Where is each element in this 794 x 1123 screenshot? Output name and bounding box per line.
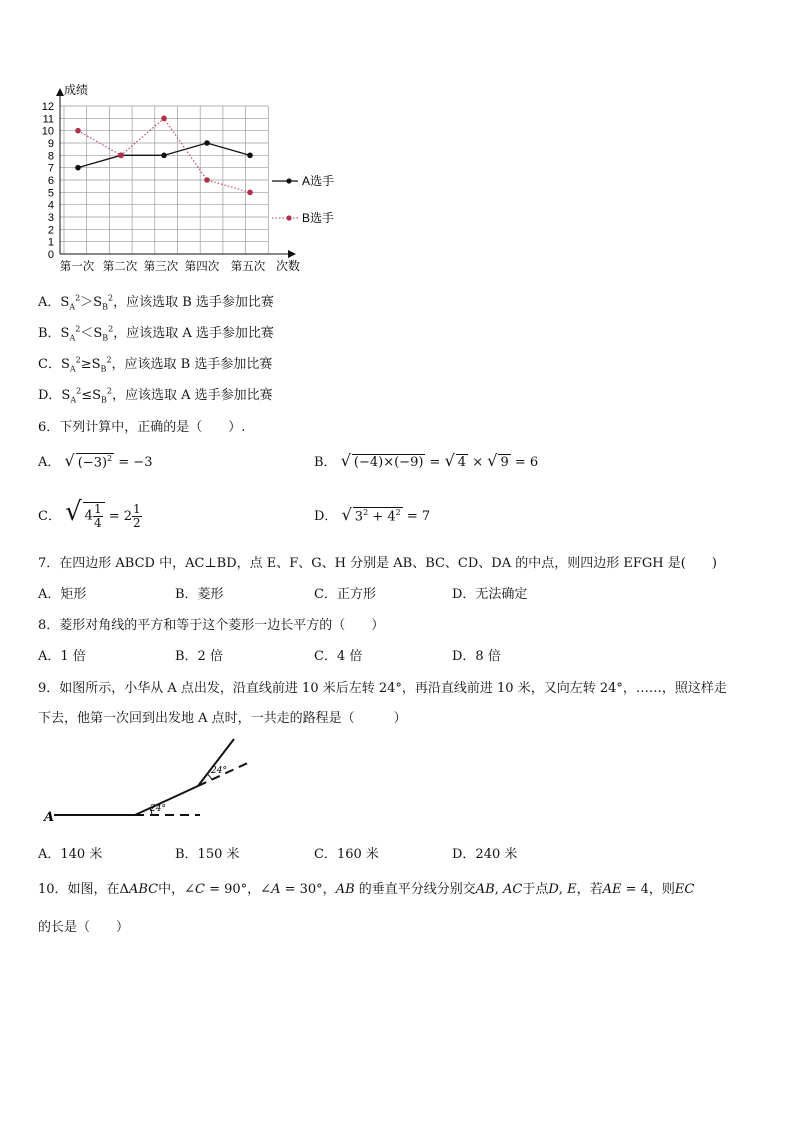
y-tick-label: 2 [47,224,54,237]
q6-stem: 6．下列计算中，正确的是（ ）. [38,420,246,435]
q9-option-c: C．160 米 [314,847,379,862]
q5-option-c: C．$S_A^2\ge S_B^2$，应该选取 B 选手参加比赛 [38,355,273,374]
q5-option-a: A．$S_A^2>S_B^2$，应该选取 B 选手参加比赛 [38,293,274,312]
y-tick-label: 5 [47,187,54,200]
data-point-a [247,153,253,159]
q5-option-d: D．$S_A^2\le S_B^2$，应该选取 A 选手参加比赛 [38,386,273,405]
path-segment-3 [198,739,234,786]
q9-option-d: D．240 米 [452,847,518,862]
data-point-b [118,153,124,159]
y-tick-label: 3 [47,212,54,224]
q6-option-b: B． √ (−4)×(−9) = √ 4 × √ 9 = 6 [314,451,539,470]
y-tick-label: 6 [47,175,54,187]
data-point-a [204,140,210,146]
q7-option-a: A．矩形 [38,587,87,602]
y-tick-label: 0 [47,249,54,261]
x-tick-label: 第四次 [184,261,220,273]
y-tick-label: 10 [41,125,54,138]
x-tick-label: 第三次 [143,261,179,273]
q7-option-d: D．无法确定 [452,587,528,602]
y-tick-label: 7 [47,162,54,175]
q8-option-d: D．8 倍 [452,649,501,664]
q9-stem-line1: 9．如图所示，小华从 A 点出发，沿直线前进 10 米后左转 24°，再沿直线前进 10 米，又向左转 24°，……，照这样走 [38,681,727,696]
legend-label-a: A选手 [302,174,335,188]
y-tick-label: 1 [47,236,54,249]
angle-label-1: 24° [150,804,166,814]
q9-option-a: A．140 米 [38,847,103,862]
chart-axes [56,88,296,258]
q9-path-figure [40,733,270,828]
q6-option-c: C． √ 4 $\frac{1}{4}$ = 2 $\frac{1}{2}$ [38,497,141,530]
x-axis-title: 次数 [276,259,301,273]
data-point-b [247,190,253,196]
y-tick-label: 8 [47,150,54,163]
point-a-label: A [44,810,55,825]
q7-stem: 7．在四边形 ABCD 中，AC⊥BD，点 E、F、G、H 分别是 AB、BC、CD、DA 的中点，则四边形 EFGH 是( ) [38,556,717,571]
data-point-b [75,128,81,134]
q8-option-b: B．2 倍 [175,649,223,664]
chart-legend [272,173,334,225]
q6-option-d: D． √ $3^2 + 4^2 = 7$ [314,505,431,524]
y-axis-title: 成绩 [64,83,89,97]
y-tick-label: 9 [47,138,54,150]
q10-stem-line2: 的长是（ ） [38,920,130,935]
q10-stem-line1: 10．如图，在ΔABC中，∠C = 90°，∠A = 30°，AB 的垂直平分线分别交AB, AC于点D, E，若AE = 4，则EC [38,882,695,897]
x-tick-label: 第一次 [59,261,95,273]
y-tick-label: 11 [42,113,54,126]
q8-stem: 8．菱形对角线的平方和等于这个菱形一边长平方的（ ） [38,618,385,633]
q5-option-b: B．$S_A^2<S_B^2$，应该选取 A 选手参加比赛 [38,324,274,343]
x-tick-label: 第二次 [102,261,138,273]
data-point-b [161,116,167,122]
x-tick-label: 第五次 [230,261,266,273]
y-tick-label: 12 [41,101,54,113]
chart-grid [60,106,268,254]
angle-label-2: 24° [211,766,227,776]
path-segment-2 [135,786,198,815]
q7-option-c: C．正方形 [314,587,376,602]
q8-option-a: A．1 倍 [38,649,86,664]
q8-option-c: C．4 倍 [314,649,363,664]
q9-option-b: B．150 米 [175,847,240,862]
legend-marker-a [286,178,291,183]
y-tick-label: 4 [47,199,54,212]
q6-option-a: A． √ $(-3)^2 = -3$ [38,451,153,470]
q7-option-b: B．菱形 [175,587,224,602]
legend-marker-b [286,215,291,220]
data-point-b [204,177,210,183]
data-point-a [161,153,167,159]
legend-label-b: B选手 [302,211,335,225]
score-line-chart [30,80,360,275]
data-point-a [75,165,81,171]
q9-stem-line2: 下去，他第一次回到出发地 A 点时，一共走的路程是（ ） [38,711,407,726]
